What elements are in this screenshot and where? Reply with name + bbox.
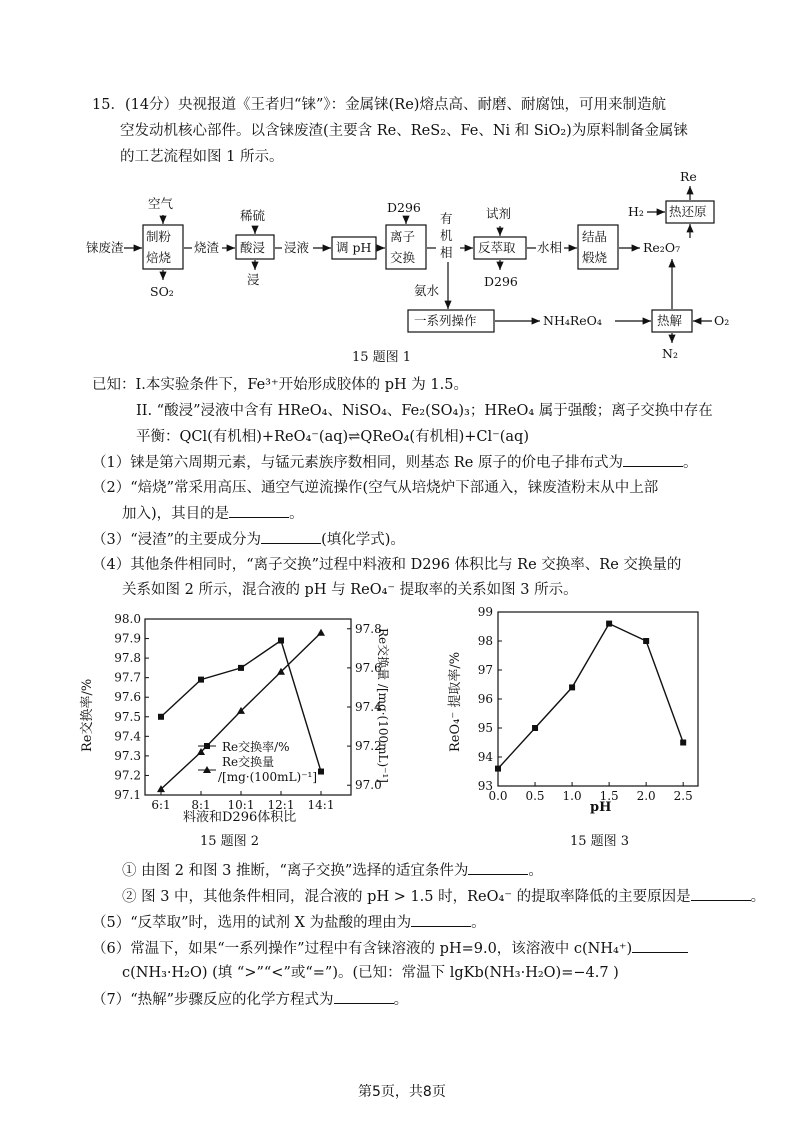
fig2-right-tick-label: 97.4	[355, 700, 382, 714]
fig2-legend-marker-1	[204, 743, 210, 749]
fig2-exchange-rate-point	[238, 665, 244, 671]
fig2-exchange-amount-point	[317, 629, 325, 636]
q3	[92, 529, 405, 550]
q6-line1	[92, 938, 688, 959]
fig2-right-tick-label: 97.6	[355, 660, 382, 675]
q6-text: （6）常温下，如果“一系列操作”过程中有含铼溶液的 pH=9.0，该溶液中 c(NH₄⁺)	[92, 941, 633, 957]
flow-adjust-ph-box: 调 pH	[336, 240, 372, 255]
flow-re-label: Re	[680, 169, 697, 184]
question-header: 15．(14分）央视报道《王者归“铼”》：金属铼(Re)熔点高、耐磨、耐腐蚀，可用来制造航	[92, 97, 666, 113]
q1-blank[interactable]	[623, 452, 683, 467]
s1-blank[interactable]	[468, 860, 528, 875]
q1	[92, 452, 697, 473]
fig3-ylabel: ReO₄⁻ 提取率/%	[448, 651, 463, 752]
fig2-right-tick-label: 97.2	[355, 739, 382, 754]
fig3-y-tick-label: 96	[477, 692, 493, 706]
fig2-left-tick-label: 98.0	[114, 612, 141, 626]
s2-period: 。	[750, 889, 766, 905]
fig2-x-tick-label: 10:1	[227, 798, 255, 810]
fig3-x-tick-label: 0.5	[525, 789, 545, 803]
q7-blank[interactable]	[334, 989, 394, 1004]
s2-blank[interactable]	[691, 886, 751, 901]
q5-text: （5）“反萃取”时，选用的试剂 X 为盐酸的理由为	[92, 915, 412, 931]
fig2-ylabel-left: Re交换率/%	[80, 678, 95, 752]
fig2-left-tick-label: 97.4	[114, 729, 141, 744]
page-footer: 第5页，共8页	[358, 1084, 446, 1100]
fig3-y-tick-label: 94	[477, 750, 493, 764]
q2-blank[interactable]	[229, 503, 289, 518]
q4-sub2	[122, 886, 765, 907]
fig3-extraction-point	[606, 621, 612, 627]
fig3-y-tick-label: 98	[477, 634, 493, 648]
fig2-left-tick-label: 97.1	[114, 788, 141, 802]
q2-period: 。	[289, 506, 304, 522]
fig2-left-tick-label: 97.9	[114, 631, 141, 646]
flow-d296-in-label: D296	[387, 200, 421, 215]
q2-text: 加入)，其目的是	[122, 506, 230, 522]
fig2-legend-2a: Re交换量	[222, 755, 275, 769]
flow-h2-label: H₂	[628, 204, 644, 219]
flow-air-label: 空气	[148, 196, 174, 211]
q1-text: （1）铼是第六周期元素，与锰元素族序数相同，则基态 Re 原子的价电子排布式为	[92, 455, 623, 471]
fig2-left-tick-label: 97.6	[114, 690, 141, 705]
flow-roast-line1: 制粉	[146, 229, 172, 244]
figure1-caption: 15 题图 1	[352, 350, 412, 365]
fig3-y-tick-label: 95	[477, 721, 493, 735]
flow-water-phase-label: 水相	[537, 240, 563, 255]
figure3-caption: 15 题图 3	[570, 834, 630, 849]
fig2-x-tick-label: 14:1	[307, 798, 335, 810]
flow-org-1: 有	[440, 211, 453, 226]
fig3-x-tick-label: 1.5	[599, 789, 619, 803]
q4-line1: （4）其他条件相同时，“离子交换”过程中料液和 D296 体积比与 Re 交换率、Re 交换量的	[92, 557, 682, 573]
q4-sub1	[122, 860, 543, 881]
flow-so2-label: SO₂	[150, 284, 174, 299]
flow-roast-line2: 焙烧	[146, 250, 172, 265]
fig3-x-tick-label: 2.5	[673, 789, 693, 803]
figure3-chart	[462, 600, 712, 805]
flow-roast-box	[146, 226, 171, 268]
flow-thermal-box: 热解	[657, 313, 683, 328]
flow-acid-leach-box: 酸浸	[240, 240, 266, 255]
fig2-exchange-rate-point	[278, 638, 284, 644]
fig2-legend-2b: /[mg·(100mL)⁻¹]	[218, 770, 318, 784]
fig3-extraction-point	[569, 684, 575, 690]
flow-ops-box: 一系列操作	[414, 313, 477, 328]
fig3-extraction-point	[643, 638, 649, 644]
fig3-x-tick-label: 2.0	[636, 789, 656, 803]
fig2-exchange-rate-point	[158, 714, 164, 720]
q7-period: 。	[393, 992, 409, 1008]
flow-leachate-label: 浸液	[284, 240, 310, 255]
fig2-left-tick-label: 97.3	[114, 748, 141, 763]
flow-re2o7-label: Re₂O₇	[643, 240, 681, 255]
fig3-x-tick-label: 0.0	[488, 789, 508, 803]
flow-ion-ex-line1: 离子	[390, 229, 416, 244]
flow-o2-label: O₂	[714, 313, 730, 328]
flow-crystal-line2: 煅烧	[582, 250, 608, 265]
q3-tail: (填化学式)。	[321, 532, 405, 548]
flow-org-3: 相	[440, 245, 453, 260]
flow-back-extract-box: 反萃取	[478, 240, 516, 255]
fig3-extraction-point	[532, 725, 538, 731]
fig2-right-tick-label: 97.8	[355, 621, 382, 636]
flow-acid-in-label: 稀硫	[240, 208, 266, 223]
flow-raw-label: 铼废渣	[86, 240, 124, 255]
s1-period: 。	[528, 863, 543, 879]
flow-organic-phase	[440, 210, 453, 261]
fig2-left-tick-label: 97.2	[114, 768, 141, 783]
fig3-extraction-point	[495, 766, 501, 772]
fig3-xlabel: pH	[590, 800, 612, 815]
fig2-exchange-rate-point	[318, 769, 324, 775]
flow-crystal-box	[582, 226, 607, 268]
flow-ammonia-label: 氨水	[414, 283, 440, 298]
q1-period: 。	[682, 455, 698, 471]
flow-reduce-box: 热还原	[669, 204, 707, 219]
s2-text: ② 图 3 中，其他条件相同，混合液的 pH > 1.5 时，ReO₄⁻ 的提取率降低的主要原因是	[122, 889, 691, 905]
q6-blank[interactable]	[632, 938, 688, 953]
fig2-legend-1: Re交换率/%	[222, 740, 290, 754]
q2-line1: （2）“焙烧”常采用高压、通空气逆流操作(空气从培烧炉下部通入，铼废渣粉末从中上部	[92, 480, 659, 496]
fig2-ylabel-right: Re交换量 /[mg·(100mL)⁻¹]	[376, 628, 390, 783]
flow-nh4reo4-label: NH₄ReO₄	[543, 313, 602, 328]
q5-blank[interactable]	[411, 912, 471, 927]
q3-blank[interactable]	[261, 529, 321, 544]
q6-line2: c(NH₃·H₂O) (填 “>”“<”或“=”)。(已知：常温下 lgKb(NH₃·H₂O)=−4.7 )	[122, 965, 619, 981]
flow-reagent-label: 试剂	[486, 206, 512, 221]
fig3-extraction-line	[498, 624, 683, 769]
flow-ion-exchange-box	[390, 226, 415, 268]
q7	[92, 989, 408, 1010]
fig2-x-tick-label: 12:1	[267, 798, 295, 810]
fig3-y-tick-label: 97	[477, 663, 493, 677]
q2-line2	[122, 503, 304, 524]
flow-residue-label: 浸	[247, 272, 260, 287]
fig2-left-tick-label: 97.5	[114, 709, 141, 724]
q3-text: （3）“浸渣”的主要成分为	[92, 532, 262, 548]
q7-text: （7）“热解”步骤反应的化学方程式为	[92, 992, 334, 1008]
q4-line2: 关系如图 2 所示，混合液的 pH 与 ReO₄⁻ 提取率的关系如图 3 所示。	[122, 582, 578, 598]
q5	[92, 912, 486, 933]
fig2-left-tick-label: 97.7	[114, 670, 141, 685]
fig2-exchange-rate-point	[198, 677, 204, 683]
fig2-xlabel: 料液和D296体积比	[183, 810, 297, 825]
figure2-caption: 15 题图 2	[200, 834, 260, 849]
fig2-x-tick-label: 8:1	[191, 798, 211, 810]
intro-line-3: 的工艺流程如图 1 所示。	[120, 149, 284, 165]
fig2-right-tick-label: 97.0	[355, 778, 382, 793]
fig2-x-tick-label: 6:1	[151, 798, 171, 810]
flow-org-2: 机	[440, 228, 453, 243]
fig3-x-tick-label: 1.0	[562, 789, 582, 803]
flow-ion-ex-line2: 交换	[390, 250, 416, 265]
flow-crystal-line1: 结晶	[582, 229, 608, 244]
fig2-left-tick-label: 97.8	[114, 651, 141, 666]
q5-period: 。	[471, 915, 486, 931]
known-3: 平衡：QCl(有机相)+ReO₄⁻(aq)⇌QReO₄(有机相)+Cl⁻(aq)	[136, 429, 530, 445]
s1-text: ① 由图 2 和图 3 推断，“离子交换”选择的适宜条件为	[122, 863, 469, 879]
fig3-y-tick-label: 99	[477, 605, 493, 619]
flow-calcine-label: 烧渣	[194, 240, 220, 255]
known-1: 已知：I.本实验条件下，Fe³⁺开始形成胶体的 pH 为 1.5。	[92, 377, 468, 393]
fig3-y-tick-label: 93	[477, 779, 493, 793]
fig3-extraction-point	[680, 740, 686, 746]
flow-n2-label: N₂	[662, 346, 678, 361]
flow-d296-out-label: D296	[484, 274, 518, 289]
known-2: II. “酸浸”浸液中含有 HReO₄、NiSO₄、Fe₂(SO₄)₃；HReO₄ 属于强酸；离子交换中存在	[136, 403, 713, 419]
intro-line-2: 空发动机核心部件。以含铼废渣(主要含 Re、ReS₂、Fe、Ni 和 SiO₂)为原料制备金属铼	[120, 123, 688, 139]
